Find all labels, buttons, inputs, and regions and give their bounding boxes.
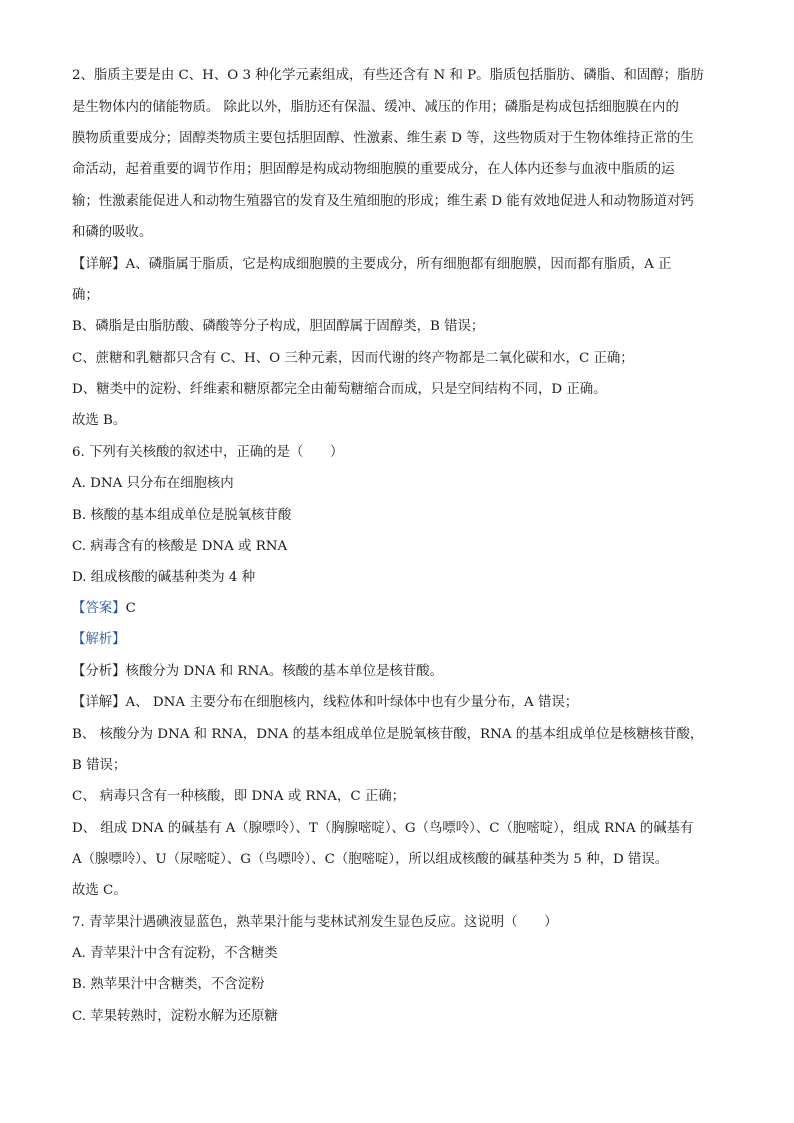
option-d: D. 组成核酸的碱基种类为 4 种: [72, 570, 256, 585]
option-c: C. 苹果转熟时，淀粉水解为还原糖: [72, 1009, 278, 1024]
text-line: D、 组成 DNA 的碱基有 A（腺嘌呤）、T（胸腺嘧啶）、G（鸟嘌呤）、C（胞嘧啶），组成 RNA 的碱基有: [72, 821, 694, 836]
text-line: 故选 B。: [72, 413, 127, 428]
question-stem: 7. 青苹果汁遇碘液显蓝色，熟苹果汁能与斐林试剂发生显色反应。这说明（ ）: [72, 915, 558, 930]
text-line: B、 核酸分为 DNA 和 RNA，DNA 的基本组成单位是脱氧核苷酸，RNA 的基本组成单位是核糖核苷酸，: [72, 727, 704, 742]
text-line: 故选 C。: [72, 883, 127, 898]
text-line: C、蔗糖和乳糖都只含有 C、H、O 三种元素，因而代谢的终产物都是二氧化碳和水，C 正确；: [72, 351, 634, 366]
text-line: A（腺嘌呤）、U（尿嘧啶）、G（鸟嘌呤）、C（胞嘧啶），所以组成核酸的碱基种类为 5 种，D 错误。: [72, 852, 669, 867]
text-line: 命活动，起着重要的调节作用；胆固醇是构成动物细胞膜的重要成分，在人体内还参与血液中脂质的运: [72, 162, 675, 177]
option-a: A. 青苹果汁中含有淀粉，不含糖类: [72, 946, 278, 961]
answer-line: [72, 599, 722, 619]
text-line: C、 病毒只含有一种核酸，即 DNA 或 RNA，C 正确；: [72, 789, 406, 804]
text-line: 输；性激素能促进人和动物生殖器官的发育及生殖细胞的形成；维生素 D 能有效地促进人和动物肠道对钙: [72, 194, 694, 209]
text-line: 【详解】A、 DNA 主要分布在细胞核内，线粒体和叶绿体中也有少量分布，A 错误；: [72, 695, 579, 710]
question-stem: 6. 下列有关核酸的叙述中，正确的是（ ）: [72, 445, 344, 460]
text-line: B、磷脂是由脂肪酸、磷酸等分子构成，胆固醇属于固醇类，B 错误；: [72, 319, 485, 334]
text-line: D、糖类中的淀粉、纤维素和糖原都完全由葡萄糖缩合而成，只是空间结构不同，D 正确。: [72, 382, 607, 397]
text-line: 【详解】A、磷脂属于脂质，它是构成细胞膜的主要成分，所有细胞都有细胞膜，因而都有脂质，A 正: [72, 257, 672, 272]
option-b: B. 熟苹果汁中含糖类，不含淀粉: [72, 977, 265, 992]
text-line: 2、脂质主要是由 C、H、O 3 种化学元素组成，有些还含有 N 和 P。脂质包括脂肪、磷脂、和固醇；脂肪: [72, 68, 704, 83]
answer-tag: 【答案】: [72, 601, 126, 616]
answer-value: C: [125, 601, 136, 616]
analysis-tag: 【解析】: [72, 632, 126, 647]
text-line: 和磷的吸收。: [72, 225, 153, 240]
text-line: 【分析】核酸分为 DNA 和 RNA。核酸的基本单位是核苷酸。: [72, 664, 443, 679]
option-a: A. DNA 只分布在细胞核内: [72, 476, 234, 491]
text-line: 膜物质重要成分；固醇类物质主要包括胆固醇、性激素、维生素 D 等，这些物质对于生物体维持正常的生: [72, 131, 694, 146]
option-c: C. 病毒含有的核酸是 DNA 或 RNA: [72, 539, 288, 554]
text-line: B 错误；: [72, 758, 127, 773]
text-line: 确；: [72, 288, 99, 303]
option-b: B. 核酸的基本组成单位是脱氧核苷酸: [72, 508, 292, 523]
text-line: 是生物体内的储能物质。 除此以外，脂肪还有保温、缓冲、减压的作用；磷脂是构成包括细胞膜在内的: [72, 100, 679, 115]
